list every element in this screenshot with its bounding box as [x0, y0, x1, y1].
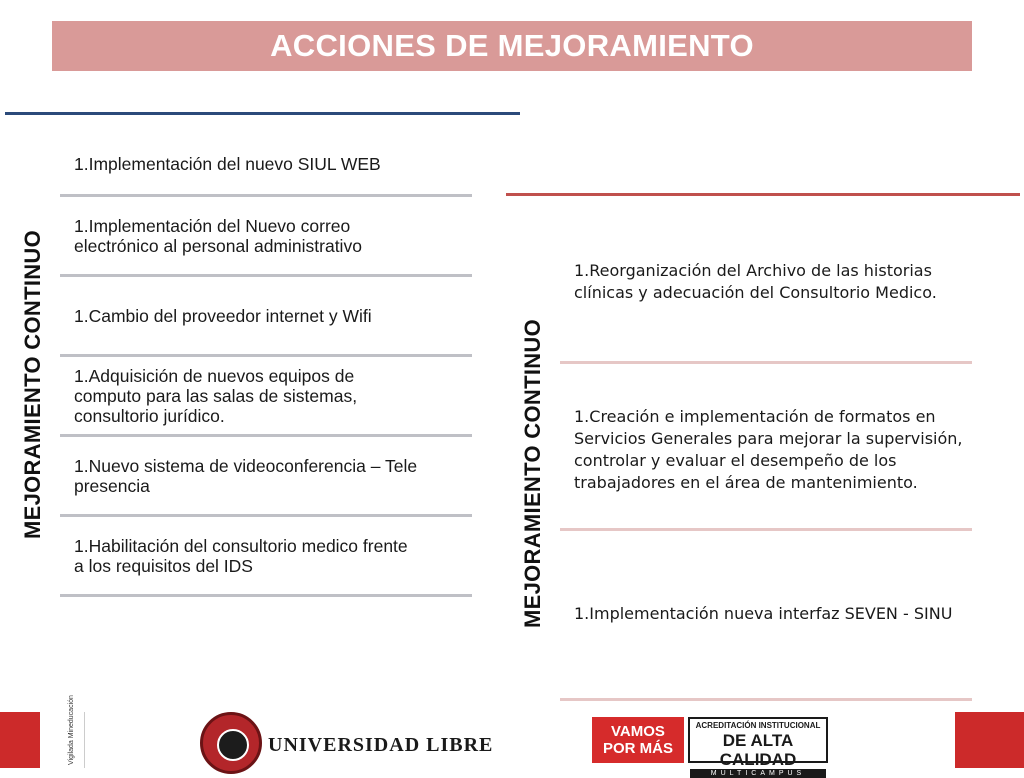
left-item-2-line-1: 1.Implementación del Nuevo correo	[74, 215, 351, 236]
vamos-por-mas-logo	[592, 717, 684, 763]
left-action-item	[60, 437, 472, 517]
acred-line-1: ACREDITACIÓN INSTITUCIONAL	[695, 721, 821, 730]
red-divider	[506, 193, 1020, 196]
acred-line-2: DE ALTA CALIDAD	[719, 731, 797, 769]
right-action-item	[560, 197, 972, 364]
footer-red-block-left	[0, 712, 40, 768]
right-item-2-line-1: 1.Creación e implementación de formatos en	[574, 407, 936, 426]
left-item-6-line-2: a los requisitos del IDS	[74, 555, 253, 576]
right-item-2-line-3: controlar y evaluar el desempeño de los	[574, 451, 897, 470]
right-action-list	[560, 197, 972, 701]
left-action-item	[60, 197, 472, 277]
left-action-item	[60, 133, 472, 197]
left-action-list	[60, 133, 472, 597]
left-item-4-line-3: consultorio jurídico.	[74, 405, 225, 426]
slide-title: ACCIONES DE MEJORAMIENTO	[270, 28, 754, 63]
left-item-4-line-1: 1.Adquisición de nuevos equipos de	[74, 365, 355, 386]
footer-divider	[84, 712, 85, 768]
left-item-4-line-2: computo para las salas de sistemas,	[74, 385, 358, 406]
right-action-item	[560, 364, 972, 531]
right-item-1-line-2: clínicas y adecuación del Consultorio Medico.	[574, 283, 937, 302]
right-item-1-line-1: 1.Reorganización del Archivo de las historias	[574, 261, 932, 280]
right-vertical-label: MEJORAMIENTO CONTINUO	[520, 318, 545, 628]
left-item-5-line-2: presencia	[74, 475, 150, 496]
left-item-2-line-2: electrónico al personal administrativo	[74, 235, 362, 256]
vamos-line-1: VAMOS	[611, 723, 665, 740]
footer-red-block-right	[955, 712, 1024, 768]
left-item-5-line-1: 1.Nuevo sistema de videoconferencia – Tele	[74, 455, 418, 476]
left-action-item	[60, 517, 472, 597]
vamos-line-2: POR MÁS	[602, 740, 673, 757]
right-item-3-line-1: 1.Implementación nueva interfaz SEVEN - SINU	[574, 604, 953, 623]
left-action-item	[60, 277, 472, 357]
left-item-6-line-1: 1.Habilitación del consultorio medico frente	[74, 535, 408, 556]
acred-line-3: MULTICAMPUS	[690, 769, 826, 778]
accreditation-logo	[688, 717, 828, 777]
vigilada-text: Vigilada Mineducación	[68, 695, 75, 765]
left-vertical-label: MEJORAMIENTO CONTINUO	[20, 229, 45, 539]
university-seal-icon	[200, 712, 262, 774]
right-item-2-line-4: trabajadores en el área de mantenimiento.	[574, 473, 918, 492]
left-item-3-line-1: 1.Cambio del proveedor internet y Wifi	[74, 305, 372, 326]
title-banner	[52, 21, 972, 71]
left-action-item	[60, 357, 472, 437]
left-item-1-line-1: 1.Implementación del nuevo SIUL WEB	[74, 153, 381, 174]
right-action-item	[560, 531, 972, 701]
right-item-2-line-2: Servicios Generales para mejorar la supervisión,	[574, 429, 963, 448]
blue-divider	[5, 112, 520, 115]
university-name: UNIVERSIDAD LIBRE	[268, 734, 494, 756]
